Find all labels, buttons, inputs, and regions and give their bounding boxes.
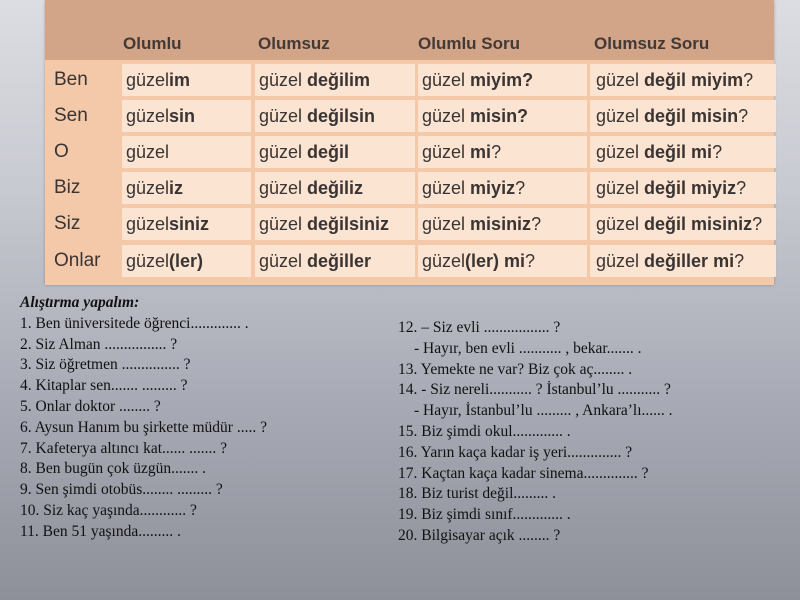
table-header-row [45, 0, 774, 60]
question-mark: ? [525, 251, 536, 271]
suffix-text: değil miyim [644, 70, 744, 90]
pronoun-cell: Sen [50, 100, 122, 132]
pronoun-cell: O [50, 136, 122, 168]
header-olumsuz: Olumsuz [258, 34, 330, 53]
olumlu-cell [122, 172, 251, 204]
stem-text: güzel [126, 178, 170, 198]
olumlu-soru-cell [418, 100, 587, 132]
exercise-item: 16. Yarın kaça kadar iş yeri.............. ? [398, 443, 633, 461]
olumsuz-soru-cell [590, 100, 776, 132]
olumsuz-cell [255, 64, 415, 96]
stem-text: güzel [259, 178, 308, 198]
stem-text: güzel [596, 251, 645, 271]
olumlu-cell [122, 136, 251, 168]
suffix-text: değilim [307, 70, 371, 90]
pronoun-cell: Biz [50, 172, 122, 204]
question-mark: ? [736, 178, 747, 198]
question-mark: ? [712, 142, 723, 162]
table-row [45, 172, 774, 206]
suffix-text: değil mi [644, 142, 713, 162]
suffix-text: değiliz [307, 178, 364, 198]
suffix-text: (ler) mi [465, 251, 526, 271]
olumlu-cell [122, 208, 251, 240]
suffix-text: değil misin [644, 106, 739, 126]
stem-text: güzel [596, 178, 645, 198]
suffix-text: değil miyiz [644, 178, 737, 198]
stem-text: güzel [126, 142, 170, 162]
olumsuz-soru-cell [590, 64, 776, 96]
exercise-item: - Hayır, İstanbul’lu ......... , Ankara’lı...... . [414, 402, 673, 420]
exercise-item: 6. Aysun Hanım bu şirkette müdür ..... ? [20, 418, 267, 436]
header-olumlu-soru: Olumlu Soru [418, 34, 520, 53]
stem-text: güzel [422, 142, 471, 162]
olumlu-soru-cell [418, 136, 587, 168]
stem-text: güzel [596, 70, 645, 90]
stem-text: güzel [126, 214, 170, 234]
suffix-text: değilsiniz [307, 214, 390, 234]
olumlu-cell [122, 245, 251, 277]
exercise-item: 1. Ben üniversitede öğrenci............. . [20, 314, 249, 332]
question-mark: ? [734, 251, 745, 271]
exercise-item: 11. Ben 51 yaşında......... . [20, 522, 181, 540]
stem-text: güzel [596, 106, 645, 126]
question-mark: ? [515, 178, 526, 198]
olumsuz-soru-cell [590, 172, 776, 204]
olumlu-cell [122, 64, 251, 96]
suffix-text: sin [169, 106, 196, 126]
stem-text: güzel [422, 251, 466, 271]
suffix-text: miyiz [470, 178, 516, 198]
stem-text: güzel [126, 251, 170, 271]
exercise-item: 7. Kafeterya altıncı kat...... ....... ? [20, 439, 228, 457]
suffix-text: im [169, 70, 191, 90]
olumsuz-cell [255, 136, 415, 168]
question-mark: ? [491, 142, 502, 162]
stem-text: güzel [259, 142, 308, 162]
exercise-item: 3. Siz öğretmen ............... ? [20, 356, 191, 374]
olumsuz-cell [255, 172, 415, 204]
olumlu-soru-cell [418, 172, 587, 204]
olumlu-cell [122, 100, 251, 132]
table-row [45, 100, 774, 134]
pronoun-cell: Ben [50, 64, 122, 96]
exercise-right-column [398, 318, 673, 547]
olumlu-soru-cell [418, 245, 587, 277]
table-row [45, 208, 774, 242]
olumlu-soru-cell [418, 64, 587, 96]
stem-text: güzel [596, 142, 645, 162]
exercise-item: 18. Biz turist değil......... . [398, 485, 557, 503]
exercise-item: 19. Biz şimdi sınıf............. . [398, 506, 571, 524]
stem-text: güzel [422, 178, 471, 198]
stem-text: güzel [259, 251, 308, 271]
stem-text: güzel [259, 70, 308, 90]
olumsuz-soru-cell [590, 245, 776, 277]
exercise-item: 17. Kaçtan kaça kadar sinema.............. ? [398, 464, 649, 482]
exercise-item: 13. Yemekte ne var? Biz çok aç........ . [398, 360, 633, 378]
suffix-text: miyim? [470, 70, 534, 90]
exercise-item: 10. Siz kaç yaşında............ ? [20, 501, 197, 519]
stem-text: güzel [259, 106, 308, 126]
question-mark: ? [738, 106, 749, 126]
exercise-item: 8. Ben bugün çok üzgün....... . [20, 460, 206, 478]
question-mark: ? [752, 214, 763, 234]
exercise-item: 2. Siz Alman ................ ? [20, 335, 178, 353]
suffix-text: değil misiniz [644, 214, 753, 234]
olumlu-soru-cell [418, 208, 587, 240]
suffix-text: değil [307, 142, 350, 162]
suffix-text: (ler) [169, 251, 204, 271]
exercise-item: 20. Bilgisayar açık ........ ? [398, 526, 561, 544]
header-olumsuz-soru: Olumsuz Soru [594, 34, 710, 53]
suffix-text: değilsin [307, 106, 376, 126]
stem-text: güzel [596, 214, 645, 234]
olumsuz-soru-cell [590, 208, 776, 240]
suffix-text: misiniz [470, 214, 532, 234]
exercise-item: 4. Kitaplar sen....... ......... ? [20, 377, 188, 395]
exercise-item: 5. Onlar doktor ........ ? [20, 397, 161, 415]
conjugation-table-image [45, 0, 774, 285]
suffix-text: iz [169, 178, 184, 198]
stem-text: güzel [422, 106, 471, 126]
exercise-title: Alıştırma yapalım: [20, 294, 140, 311]
suffix-text: misin? [470, 106, 529, 126]
exercise-item: 12. – Siz evli ................. ? [398, 319, 561, 336]
exercise-item: - Hayır, ben evli ........... , bekar....... . [414, 339, 642, 357]
table-row [45, 64, 774, 98]
suffix-text: değiller [307, 251, 372, 271]
olumsuz-cell [255, 245, 415, 277]
stem-text: güzel [126, 70, 170, 90]
exercise-item: 14. - Siz nereli........... ? İstanbul’lu ........... ? [398, 381, 671, 399]
question-mark: ? [743, 70, 754, 90]
pronoun-cell: Siz [50, 208, 122, 240]
olumsuz-cell [255, 100, 415, 132]
table-row [45, 245, 774, 279]
stem-text: güzel [422, 214, 471, 234]
suffix-text: mi [470, 142, 492, 162]
suffix-text: siniz [169, 214, 210, 234]
exercise-item: 9. Sen şimdi otobüs........ ......... ? [20, 481, 223, 499]
table-row [45, 136, 774, 170]
exercise-item: 15. Biz şimdi okul............. . [398, 422, 571, 440]
olumsuz-cell [255, 208, 415, 240]
suffix-text: değiller mi [644, 251, 735, 271]
pronoun-cell: Onlar [50, 245, 122, 277]
header-olumlu: Olumlu [123, 34, 182, 53]
exercise-left-column [20, 293, 267, 543]
stem-text: güzel [126, 106, 170, 126]
stem-text: güzel [259, 214, 308, 234]
question-mark: ? [531, 214, 542, 234]
olumsuz-soru-cell [590, 136, 776, 168]
stem-text: güzel [422, 70, 471, 90]
